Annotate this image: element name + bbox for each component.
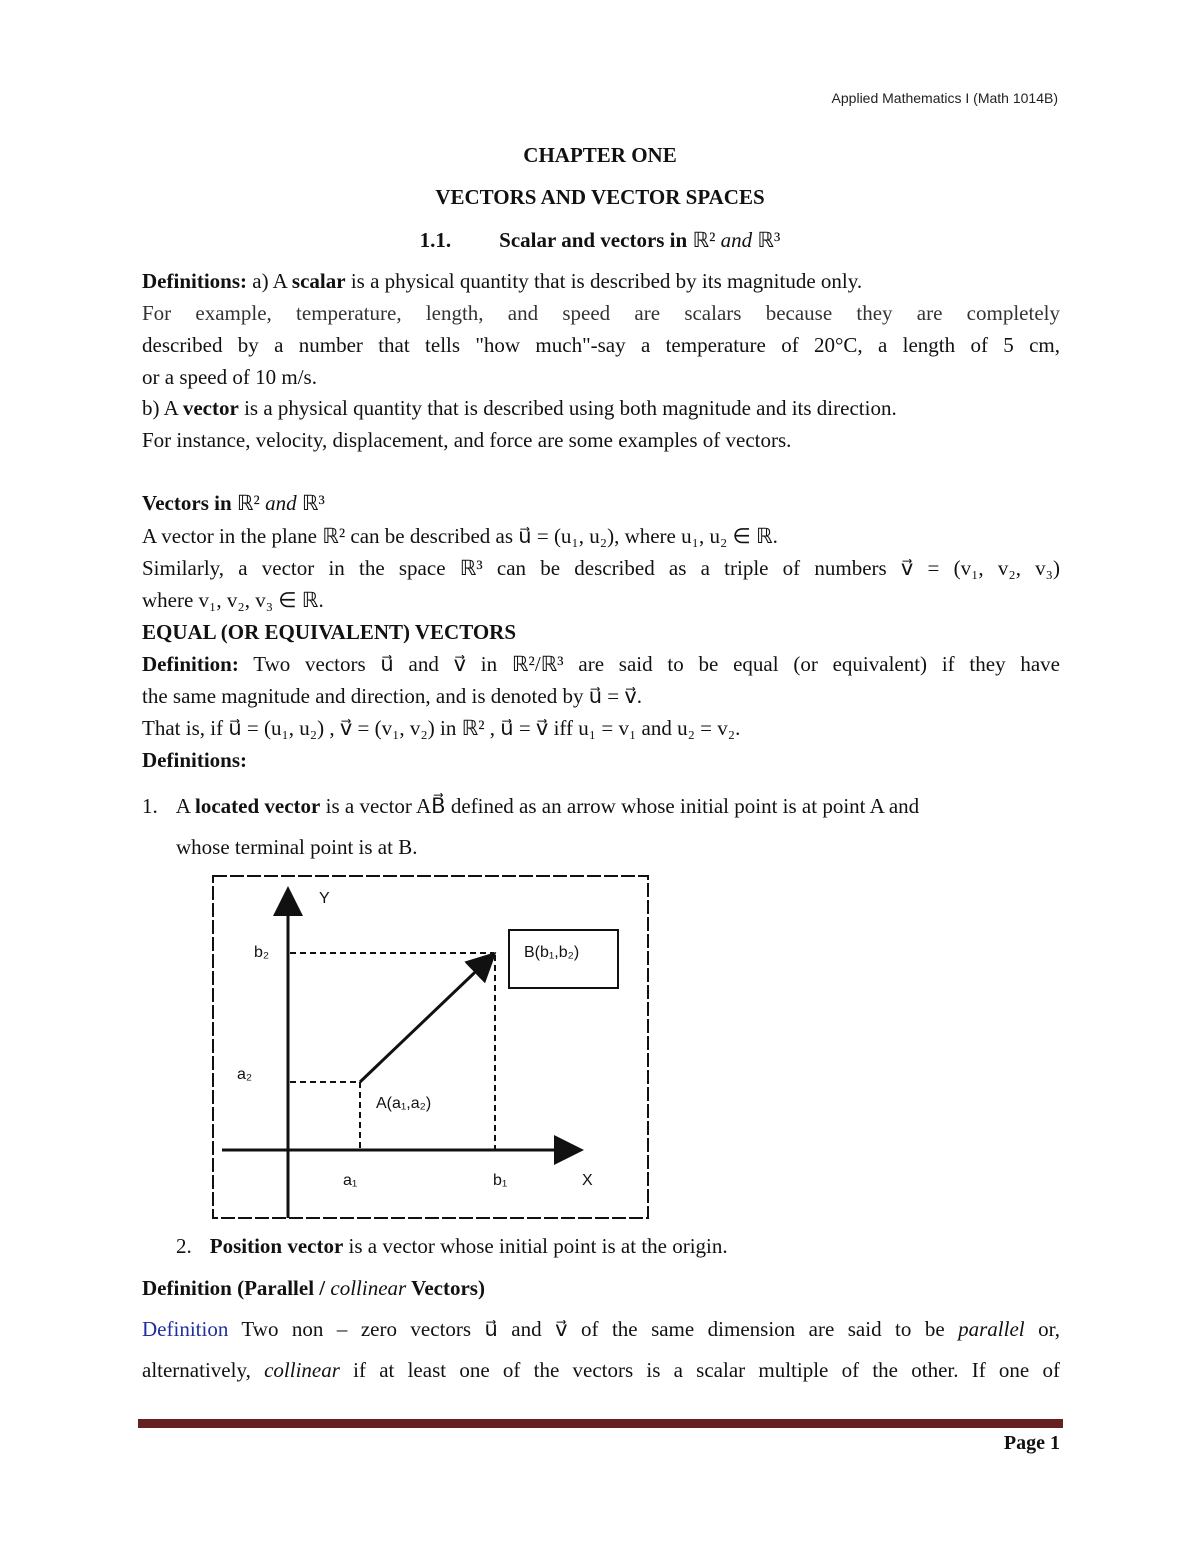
- equal-vectors-heading: EQUAL (OR EQUIVALENT) VECTORS: [142, 620, 517, 644]
- parallel-heading: [142, 1274, 1060, 1302]
- text: is a vector AB⃗ defined as an arrow whose initial point is at point A and: [320, 794, 920, 818]
- text: Vectors in: [142, 491, 237, 515]
- and: and: [715, 228, 758, 252]
- list-number: 2.: [176, 1234, 192, 1258]
- text: alternatively,: [142, 1358, 265, 1382]
- r3: ℝ³: [301, 491, 325, 515]
- parallel-definition-2: [142, 1356, 1060, 1384]
- r2: ℝ²: [236, 491, 260, 515]
- text: collinear: [330, 1276, 407, 1300]
- text: b) A: [142, 396, 183, 420]
- text: Definition (Parallel /: [142, 1276, 331, 1300]
- r3-where-line: where v₁, v₂, v₃ ∈ ℝ.: [142, 588, 324, 612]
- scalar-example-3: or a speed of 10 m/s.: [142, 365, 317, 389]
- running-header: Applied Mathematics I (Math 1014B): [831, 90, 1058, 106]
- scalar-example-1: For example, temperature, length, and speed are scalars because they are completely: [142, 301, 1060, 325]
- and: and: [259, 491, 302, 515]
- scalar-example-2: described by a number that tells "how much"-say a temperature of 20°C, a length of 5 cm,: [142, 333, 1060, 357]
- text: is a vector whose initial point is at the origin.: [343, 1234, 728, 1258]
- position-vector-item: [176, 1232, 1094, 1260]
- definition-label: Definition: [142, 1317, 229, 1341]
- page-number: Page 1: [1003, 1432, 1060, 1454]
- diagram-frame: [213, 876, 648, 1218]
- text: A: [175, 794, 196, 818]
- r3: ℝ³: [757, 228, 781, 252]
- located-vector-term: located vector: [195, 794, 321, 818]
- chapter-title: CHAPTER ONE: [523, 143, 677, 167]
- b1-label: b₁: [493, 1172, 508, 1189]
- chapter-subtitle: VECTORS AND VECTOR SPACES: [435, 185, 765, 209]
- position-vector-term: Position vector: [209, 1234, 344, 1258]
- a1-label: a₁: [343, 1172, 358, 1189]
- parallel-definition-1: [142, 1315, 1060, 1343]
- text: parallel: [958, 1317, 1025, 1341]
- vector-ab-arrow: [360, 956, 492, 1082]
- text: collinear: [264, 1358, 340, 1382]
- vector-example: For instance, velocity, displacement, and force are some examples of vectors.: [142, 428, 792, 452]
- text: or,: [1024, 1317, 1060, 1341]
- scalar-term: scalar: [291, 269, 346, 293]
- text: is a physical quantity that is described by its magnitude only.: [345, 269, 863, 293]
- text: is a physical quantity that is described using both magnitude and its direction.: [238, 396, 897, 420]
- x-axis-label: X: [582, 1172, 593, 1189]
- point-a-label: A(a₁,a₂): [376, 1095, 432, 1112]
- equal-definition-2: the same magnitude and direction, and is denoted by u⃗ = v⃗.: [142, 684, 643, 708]
- r2-vector-line: A vector in the plane ℝ² can be described as u⃗ = (u₁, u₂), where u₁, u₂ ∈ ℝ.: [142, 524, 778, 548]
- b2-label: b₂: [254, 944, 270, 961]
- list-number: 1.: [142, 794, 158, 818]
- r2: ℝ²: [692, 228, 716, 252]
- located-vector-item-2: whose terminal point is at B.: [176, 835, 418, 859]
- text: Two non – zero vectors u⃗ and v⃗ of the same dimension are said to be: [228, 1317, 959, 1341]
- point-b-label: B(b₁,b₂): [524, 944, 580, 961]
- text: a) A: [247, 269, 292, 293]
- section-number: 1.1.: [419, 228, 452, 252]
- r3-vector-line: Similarly, a vector in the space ℝ³ can be described as a triple of numbers v⃗ = (v₁, v₂, v₃): [142, 556, 1060, 580]
- definitions-label: Definitions:: [142, 269, 247, 293]
- text: Vectors): [406, 1276, 485, 1300]
- definition-label: Definition:: [142, 652, 239, 676]
- definitions-heading: Definitions:: [142, 748, 247, 772]
- a2-label: a₂: [237, 1066, 253, 1083]
- section-title: Scalar and vectors in: [499, 228, 693, 252]
- text: if at least one of the vectors is a scalar multiple of the other. If one of: [339, 1358, 1060, 1382]
- text: Two vectors u⃗ and v⃗ in ℝ²/ℝ³ are said to be equal (or equivalent) if they have: [238, 652, 1060, 676]
- y-axis-label: Y: [319, 890, 330, 907]
- equal-definition-3: That is, if u⃗ = (u₁, u₂) , v⃗ = (v₁, v₂) in ℝ² , u⃗ = v⃗ iff u₁ = v₁ and u₂ = v₂.: [142, 716, 741, 740]
- vector-term: vector: [182, 396, 239, 420]
- footer-rule: [138, 1419, 1063, 1428]
